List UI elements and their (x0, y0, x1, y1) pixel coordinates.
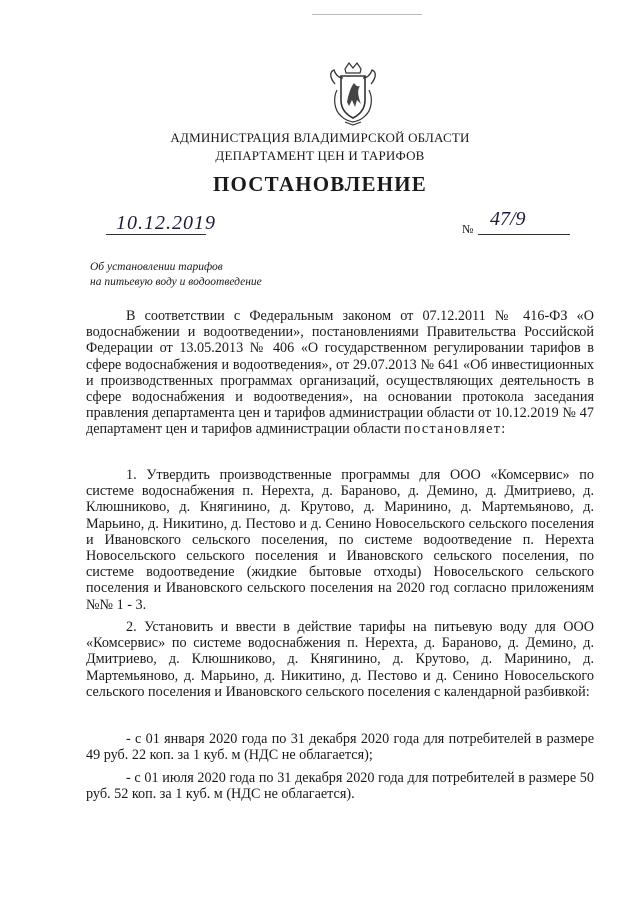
date-underline (106, 234, 206, 235)
item-2-paragraph: 2. Установить и ввести в действие тарифы на питьевую воду для ООО «Комсервис» по системе водоснабжения п. Нерехта, д. Бараново, д. Демино, д. Дмитриево, д. Клюшниково, д. Княгинино, д. Крутово, д. Маринино, д. Мартемьяново, д. Марьино, д. Никитино, д. Пестово и д. Сенино Новосельского сельского поселения и Ивановского сельского поселения с календарной разбивкой: (86, 619, 594, 700)
subject-line2: на питьевую воду и водоотведение (90, 276, 262, 288)
coat-of-arms-vladimir-icon (327, 60, 379, 126)
document-subject (90, 260, 262, 290)
document-number: 47/9 (490, 208, 526, 230)
number-underline (478, 234, 570, 235)
org-name-line1: АДМИНИСТРАЦИЯ ВЛАДИМИРСКОЙ ОБЛАСТИ (170, 130, 470, 145)
preamble-text: В соответствии с Федеральным законом от 07.12.2011 № 416-ФЗ «О водоснабжении и водоотведении», постановлениями Правительства Российской Федерации от 13.05.2013 № 406 «О государственном регулировании тарифов в сфере водоснабжения и водоотведения», от 29.07.2013 № 641 «Об инвестиционных и производственных программах организаций, осуществляющих деятельность в сфере водоснабжения и водоотведения», на основании протокола заседания правления департамента цен и тарифов администрации области от 10.12.2019 № 47 департамент цен и тарифов администрации области (86, 308, 594, 438)
item-1-paragraph: 1. Утвердить производственные программы для ООО «Комсервис» по системе водоснабжения п. Нерехта, д. Бараново, д. Демино, д. Дмитриево, д. Клюшниково, д. Княгинино, д. Крутово, д. Маринино, д. Мартемьяново, д. Марьино, д. Никитино, д. Пестово и д. Сенино Новосельского сельского поселения и Ивановского сельского поселения, по системе водоотведение п. Нерехта Новосельского сельского поселения и Ивановского сельского поселения, по системе водоотведение (жидкие бытовые отходы) Новосельского сельского поселения и Ивановского сельского поселения на 2020 год согласно приложениям №№ 1 - 3. (86, 467, 594, 613)
preamble-paragraph (86, 308, 594, 438)
number-label: № (462, 222, 474, 236)
tariff-period-2: - с 01 июля 2020 года по 31 декабря 2020 года для потребителей в размере 50 руб. 52 коп. за 1 куб. м (НДС не облагается). (86, 770, 594, 803)
postanovlyaet-word: постановляет: (404, 421, 507, 438)
subject-line1: Об установлении тарифов (90, 261, 223, 273)
tariff-period-1: - с 01 января 2020 года по 31 декабря 2020 года для потребителей в размере 49 руб. 22 коп. за 1 куб. м (НДС не облагается); (86, 731, 594, 764)
document-title: ПОСТАНОВЛЕНИЕ (212, 172, 428, 196)
top-scan-line (312, 14, 422, 15)
document-date: 10.12.2019 (116, 212, 216, 234)
org-name-line2: ДЕПАРТАМЕНТ ЦЕН И ТАРИФОВ (215, 148, 425, 163)
